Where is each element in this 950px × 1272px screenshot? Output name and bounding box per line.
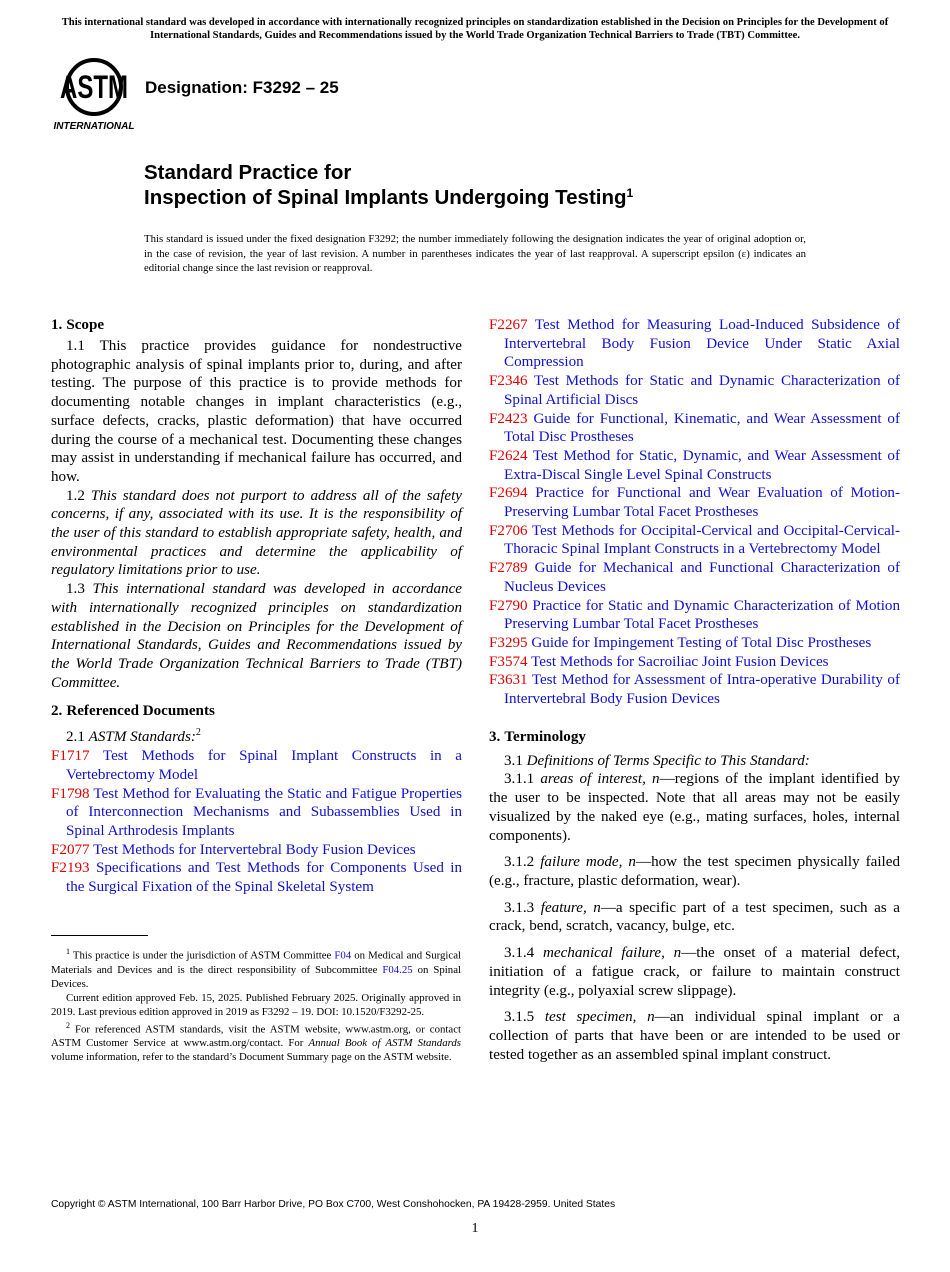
- term-definition: 3.1.5 test specimen, n—an individual spinal implant or a collection of parts that have been or are intended to be used or tested together as an assembled spinal implant construct.: [489, 1009, 900, 1063]
- issued-notice: This standard is issued under the fixed designation F3292; the number immediately following the designation indicates the year of original adoption or, in the case of revision, the year of last revision. A number in parentheses indicates the year of last reapproval. A superscript epsilon (ε) indicates an editorial change since the last revision or reapproval.: [144, 233, 806, 274]
- reference-item-f2346[interactable]: [489, 372, 900, 409]
- reference-code[interactable]: F1798: [51, 785, 90, 802]
- reference-code[interactable]: F2346: [489, 373, 528, 390]
- reference-title[interactable]: Test Methods for Occipital-Cervical and Occipital-Cervical-Thoracic Spinal Implant Constructs in a Vertebrectomy Model: [504, 522, 900, 558]
- reference-item-f2267[interactable]: [489, 316, 900, 372]
- footnote-divider: [51, 935, 148, 936]
- reference-item-f3631[interactable]: [489, 671, 900, 708]
- reference-code[interactable]: F2423: [489, 410, 528, 427]
- reference-title[interactable]: Guide for Functional, Kinematic, and Wear Assessment of Total Disc Prostheses: [504, 410, 900, 446]
- scope-paragraph-1-3: 1.3 This international standard was developed in accordance with internationally recognized principles on standardization established in the Decision on Principles for the Development of International Standards, Guides and Recommendations issued by the World Trade Organization Technical Barriers to Trade (TBT) Committee.: [51, 581, 462, 691]
- reference-title[interactable]: Test Method for Measuring Load-Induced Subsidence of Intervertebral Body Fusion Device Under Static Axial Compression: [504, 317, 900, 371]
- reference-item-f1717[interactable]: [51, 747, 462, 784]
- reference-title[interactable]: Guide for Mechanical and Functional Characterization of Nucleus Devices: [504, 560, 900, 595]
- reference-code[interactable]: F2624: [489, 447, 528, 464]
- page-number: 1: [471, 1221, 479, 1236]
- term-definition: 3.1.1 areas of interest, n—regions of the implant identified by the user to be inspected. Note that all areas may not be easily visualized by the naked eye (e.g., mating surfaces, holes, internal components).: [489, 771, 901, 844]
- reference-title[interactable]: Guide for Impingement Testing of Total Disc Prostheses: [531, 634, 872, 651]
- reference-item-f3295[interactable]: [489, 634, 900, 653]
- definitions-label: 3.1 Definitions of Terms Specific to This Standard:: [504, 752, 810, 769]
- reference-title[interactable]: Practice for Static and Dynamic Characterization of Motion Preserving Lumbar Total Facet Prostheses: [504, 597, 900, 633]
- footnote-edition: Current edition approved Feb. 15, 2025. Published February 2025. Originally approved in 2019. Last previous edition approved in 2019 as F3292 – 19. DOI: 10.1520/F3292-25.: [51, 991, 461, 1018]
- reference-title[interactable]: Test Methods for Static and Dynamic Characterization of Spinal Artificial Discs: [504, 373, 900, 408]
- reference-item-f2789[interactable]: [489, 559, 900, 596]
- reference-code[interactable]: F2706: [489, 522, 528, 539]
- reference-title[interactable]: Practice for Functional and Wear Evaluation of Motion-Preserving Lumbar Total Facet Prostheses: [504, 485, 900, 521]
- copyright: Copyright © ASTM International, 100 Barr Harbor Drive, PO Box C700, West Conshohocken, PA 19428-2959. United States: [51, 1199, 616, 1210]
- reference-title[interactable]: Specifications and Test Methods for Components Used in the Surgical Fixation of the Spinal Skeletal System: [66, 860, 462, 896]
- subcommittee-link[interactable]: F04.25: [382, 963, 413, 976]
- footnotes: [51, 945, 461, 1064]
- astm-logo: [52, 55, 136, 133]
- reference-title[interactable]: Test Method for Static, Dynamic, and Wear Assessment of Extra-Discal Single Level Spinal Constructs: [504, 447, 900, 483]
- reference-item-f2694[interactable]: [489, 484, 900, 521]
- title-footnote-mark: 1: [626, 186, 634, 200]
- reference-code[interactable]: F2077: [51, 841, 90, 858]
- committee-link[interactable]: F04: [334, 949, 352, 962]
- terms-list: [489, 770, 900, 1064]
- reference-code[interactable]: F2789: [489, 560, 528, 577]
- reference-item-f2423[interactable]: [489, 410, 900, 447]
- reference-code[interactable]: F3574: [489, 653, 528, 670]
- reference-list-right: [489, 316, 900, 709]
- reference-code[interactable]: F2790: [489, 597, 528, 614]
- footnote-1: $^1$ This practice is under the jurisdiction of ASTM Committee F04 on Medical and Surgical Materials and Devices and is the direct responsibility of Subcommittee F04.25 on Spinal Devices.: [51, 947, 462, 990]
- reference-title[interactable]: Test Method for Assessment of Intra-operative Durability of Intervertebral Body Fusion Devices: [504, 672, 900, 708]
- scope-paragraph-1-2: 1.2 This standard does not purport to address all of the safety concerns, if any, associated with its use. It is the responsibility of the user of this standard to establish appropriate safety, health, and environmental practices and determine the applicability of regulatory limitations prior to use.: [51, 487, 462, 579]
- reference-title[interactable]: Test Method for Evaluating the Static and Fatigue Properties of Interconnection Mechanisms and Subassemblies Used in Spinal Arthrodesis Implants: [66, 785, 462, 839]
- reference-code[interactable]: F2267: [489, 317, 528, 333]
- reference-item-f2077[interactable]: [51, 841, 462, 860]
- document-title: [144, 160, 633, 210]
- reference-item-f3574[interactable]: [489, 653, 900, 672]
- title-line-1: Standard Practice for: [144, 161, 352, 184]
- reference-code[interactable]: F3295: [489, 634, 528, 651]
- scope-paragraph-1-1: 1.1 This practice provides guidance for nondestructive photographic analysis of spinal implants prior to, during, and after testing. The purpose of this practice is to provide methods for documenting notable changes in implant characteristics (e.g., surface defects, cracks, plastic deformation) that have occurred during the course of a mechanical test. Documenting these changes may assist in understanding if mechanical failure has occurred, and how.: [51, 338, 462, 485]
- reference-item-f2706[interactable]: [489, 522, 900, 559]
- right-column: [489, 316, 900, 1064]
- footnote-2: $^2$ For referenced ASTM standards, visit the ASTM website, www.astm.org, or contact ASTM Customer Service at www.astm.org/contact. For Annual Book of ASTM Standards volume information, refer to the standard’s Document Summary page on the ASTM website.: [51, 1020, 461, 1064]
- reference-code[interactable]: F2193: [51, 860, 90, 877]
- reference-list-left: [51, 747, 462, 897]
- reference-item-f2193[interactable]: [51, 859, 462, 896]
- term-definition: 3.1.3 feature, n—a specific part of a test specimen, such as a crack, bend, scratch, vacancy, bulge, etc.: [489, 899, 900, 935]
- reference-item-f2624[interactable]: [489, 447, 900, 484]
- reference-title[interactable]: Test Methods for Spinal Implant Constructs in a Vertebrectomy Model: [66, 748, 462, 783]
- top-notice: This international standard was developed in accordance with internationally recognized principles on standardization established in the Decision on Principles for the Development of International Standards, Guides and Recommendations issued by the World Trade Organization Technical Barriers to Trade (TBT) Committee.: [61, 17, 889, 41]
- astm-standards-label: 2.1 ASTM Standards:$^2$: [66, 727, 201, 746]
- term-definition: 3.1.2 failure mode, n—how the test specimen physically failed (e.g., fracture, plastic deformation, wear).: [489, 854, 900, 889]
- section-1-heading: 1. Scope: [51, 317, 105, 333]
- reference-item-f2790[interactable]: [489, 597, 900, 634]
- title-line-2: Inspection of Spinal Implants Undergoing Testing: [144, 186, 627, 209]
- section-2-heading: 2. Referenced Documents: [51, 703, 215, 720]
- reference-code[interactable]: F1717: [51, 748, 90, 765]
- logo-subtext: INTERNATIONAL: [53, 121, 135, 132]
- reference-code[interactable]: F3631: [489, 672, 528, 689]
- reference-item-f1798[interactable]: [51, 785, 462, 841]
- reference-title[interactable]: Test Methods for Sacroiliac Joint Fusion Devices: [531, 653, 829, 670]
- section-3-heading: 3. Terminology: [489, 728, 586, 745]
- left-column: [51, 316, 462, 897]
- logo-text: ASTM: [60, 69, 128, 107]
- term-definition: 3.1.4 mechanical failure, n—the onset of a material defect, initiation of a fatigue crack, or failure to maintain construct integrity (e.g., polyaxial screw slippage).: [489, 945, 900, 999]
- reference-code[interactable]: F2694: [489, 485, 528, 502]
- reference-title[interactable]: Test Methods for Intervertebral Body Fusion Devices: [93, 841, 416, 858]
- designation: Designation: F3292 – 25: [145, 78, 339, 97]
